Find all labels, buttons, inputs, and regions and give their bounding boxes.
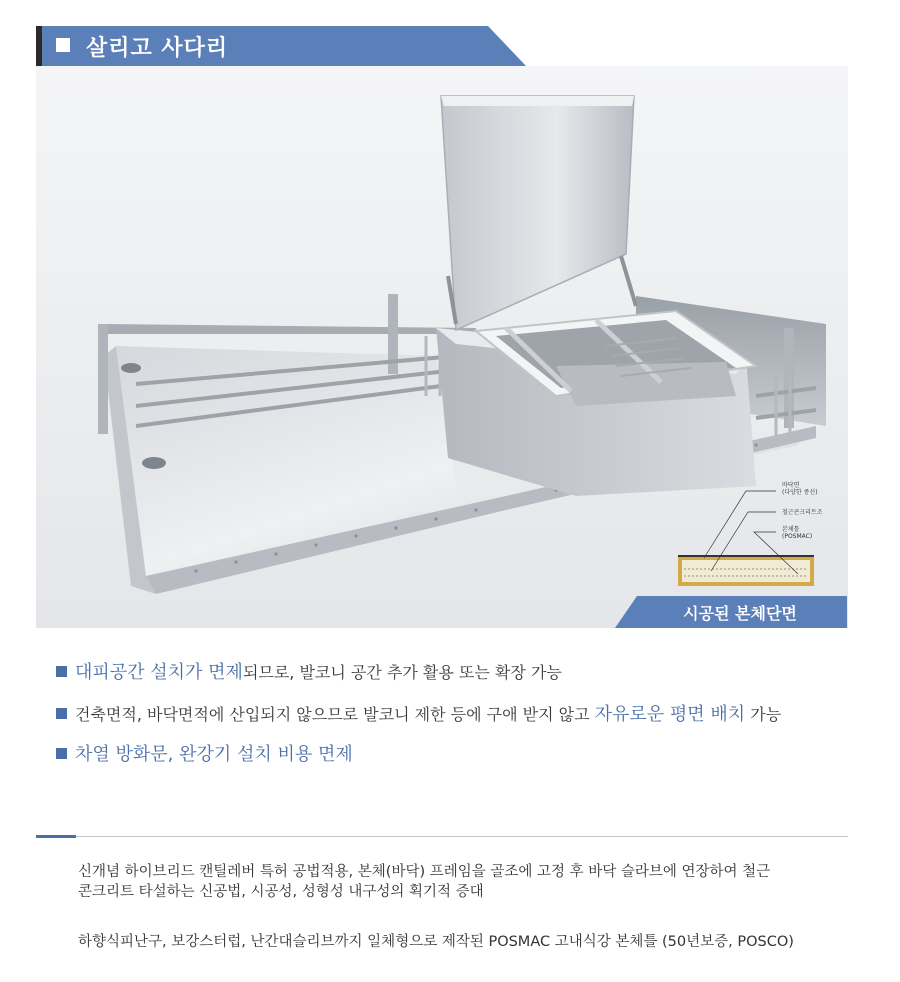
bullet-3-highlight: 차열 방화문, 완강기 설치 비용 면제	[75, 744, 353, 765]
bullet-item-1	[56, 658, 562, 684]
bullet-item-3	[56, 740, 353, 766]
hatch-illustration	[36, 66, 848, 628]
bullet-1-text: 되므로, 발코니 공간 추가 활용 또는 확장 가능	[242, 663, 562, 682]
note-line-1: 신개념 하이브리드 캔틸레버 특허 공법적용, 본체(바닥) 프레임을 골조에 고정 후 바닥 슬라브에 연장하여 철근	[78, 864, 771, 880]
bullet-2-highlight: 자유로운 평면 배치	[594, 704, 746, 725]
bullet-square-icon	[56, 708, 67, 719]
bullet-square-icon	[56, 748, 67, 759]
figure-caption-tab	[615, 596, 847, 628]
bullet-2-text: 가능	[745, 705, 782, 724]
layer-label-concrete: 철근콘크리트조	[782, 509, 823, 516]
layer-label-floor: 바닥면 (다양한 종선)	[782, 482, 818, 496]
section-title-bar	[36, 26, 526, 66]
figure-caption: 시공된 본체단면	[683, 604, 797, 623]
page-title: 살리고 사다리	[86, 36, 229, 61]
bullet-item-2	[56, 700, 781, 726]
note-line-2: 콘크리트 타설하는 신공법, 시공성, 성형성 내구성의 획기적 증대	[78, 884, 484, 900]
bullet-2-lead: 건축면적, 바닥면적에 산입되지 않으므로 발코니 제한 등에 구애 받지 않고	[75, 705, 595, 724]
title-square-icon	[56, 38, 70, 52]
layer-label-frame: 본체틀 (POSMAC)	[782, 526, 813, 540]
divider-accent	[36, 835, 76, 838]
bullet-square-icon	[56, 666, 67, 677]
section-divider	[36, 836, 848, 837]
bullet-1-highlight: 대피공간 설치가 면제	[75, 662, 243, 683]
note-line-3: 하향식피난구, 보강스터럽, 난간대슬리브까지 일체형으로 제작된 POSMAC 고내식강 본체틀 (50년보증, POSCO)	[78, 934, 794, 950]
product-illustration	[36, 66, 848, 628]
